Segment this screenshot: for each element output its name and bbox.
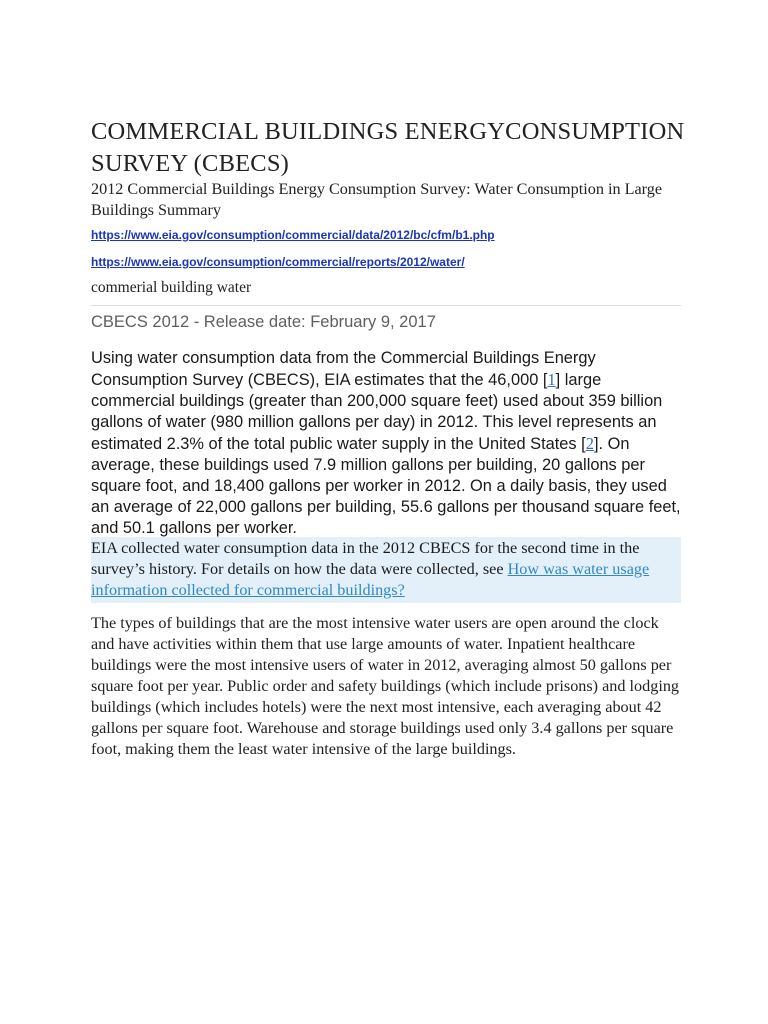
highlighted-note	[91, 537, 681, 603]
summary-paragraph	[91, 348, 686, 539]
intensity-paragraph: The types of buildings that are the most intensive water users are open around the clock and have activities within them that use large amounts of water. Inpatient healthcare buildings were the most intensive users of water in 2012, averaging almost 50 gallons per square foot per year. Public order and safety buildings (which include prisons) and lodging buildings (which includes hotels) were the next most intensive, each averaging about 42 gallons per square foot. Warehouse and storage buildings used only 3.4 gallons per square foot, making them the least water intensive of the large buildings.	[91, 614, 680, 758]
page-title: COMMERCIAL BUILDINGS ENERGYCONSUMPTION SURVEY (CBECS)	[91, 118, 685, 177]
divider	[91, 305, 681, 306]
caption-text: commerial building water	[91, 279, 252, 296]
methodology-link[interactable]: How was water usage information collected for commercial buildings?	[91, 560, 650, 599]
footnote-link-2[interactable]: 2	[585, 434, 594, 453]
footnote-link-1[interactable]: 1	[547, 370, 556, 389]
source-link-2[interactable]: https://www.eia.gov/consumption/commercial/reports/2012/water/	[91, 255, 465, 269]
summary-text-2: ] large commercial buildings (greater than 200,000 square feet) used about 359 billion gallons of water (980 million gallons per day) in 2012. This level represents an estimated 2.3% of the total public water supply in the United States [	[91, 371, 663, 453]
highlight-text: EIA collected water consumption data in the 2012 CBECS for the second time in the survey’s history. For details on how the data were collected, see	[91, 539, 640, 578]
source-link-1[interactable]: https://www.eia.gov/consumption/commercial/data/2012/bc/cfm/b1.php	[91, 228, 495, 242]
summary-text-1: Using water consumption data from the Commercial Buildings Energy Consumption Survey (CBECS), EIA estimates that the 46,000 [	[91, 349, 596, 389]
subtitle: 2012 Commercial Buildings Energy Consumption Survey: Water Consumption in Large Buildings Summary	[91, 180, 663, 219]
release-date: CBECS 2012 - Release date: February 9, 2017	[91, 313, 436, 331]
summary-text-3: ]. On average, these buildings used 7.9 million gallons per building, 20 gallons per square foot, and 18,400 gallons per worker in 2012. On a daily basis, they used an average of 22,000 gallons per building, 55.6 gallons per thousand square feet, and 50.1 gallons per worker.	[91, 435, 681, 537]
